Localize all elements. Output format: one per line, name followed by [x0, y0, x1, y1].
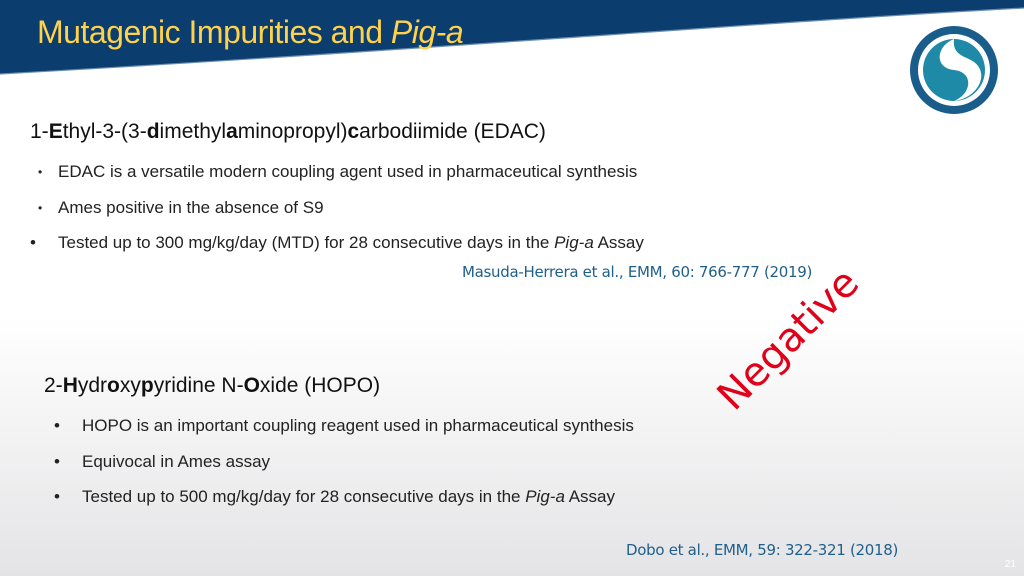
bullet-marker: • [38, 165, 43, 179]
hopo-heading: 2-Hydroxypyridine N-Oxide (HOPO) [44, 374, 381, 397]
edac-citation: Masuda-Herrera et al., EMM, 60: 766-777 (2019) [462, 263, 813, 281]
bullet-text: EDAC is a versatile modern coupling agent used in pharmaceutical synthesis [58, 162, 638, 181]
bullet-marker: • [54, 487, 60, 506]
bullet-marker: • [30, 233, 36, 252]
bullet-text: Tested up to 300 mg/kg/day (MTD) for 28 consecutive days in the Pig-a Assay [58, 233, 644, 252]
company-logo-icon [908, 24, 1000, 116]
bullet-text: Ames positive in the absence of S9 [58, 198, 324, 217]
slide-title: Mutagenic Impurities and Pig-a [37, 14, 464, 50]
hopo-citation: Dobo et al., EMM, 59: 322-321 (2018) [626, 541, 899, 559]
bullet-text: Tested up to 500 mg/kg/day for 28 consecutive days in the Pig-a Assay [82, 487, 615, 506]
bullet-text: Equivocal in Ames assay [82, 452, 271, 471]
page-number: 21 [1004, 559, 1016, 570]
slide-title-italic: Pig-a [390, 14, 464, 50]
bullet-marker: • [54, 416, 60, 435]
bullet-text: HOPO is an important coupling reagent used in pharmaceutical synthesis [82, 416, 634, 435]
negative-result-stamp: Negative [708, 259, 869, 420]
bullet-marker: • [54, 452, 60, 471]
edac-heading: 1-Ethyl-3-(3-dimethylaminopropyl)carbodiimide (EDAC) [30, 120, 546, 143]
bullet-marker: • [38, 201, 43, 215]
